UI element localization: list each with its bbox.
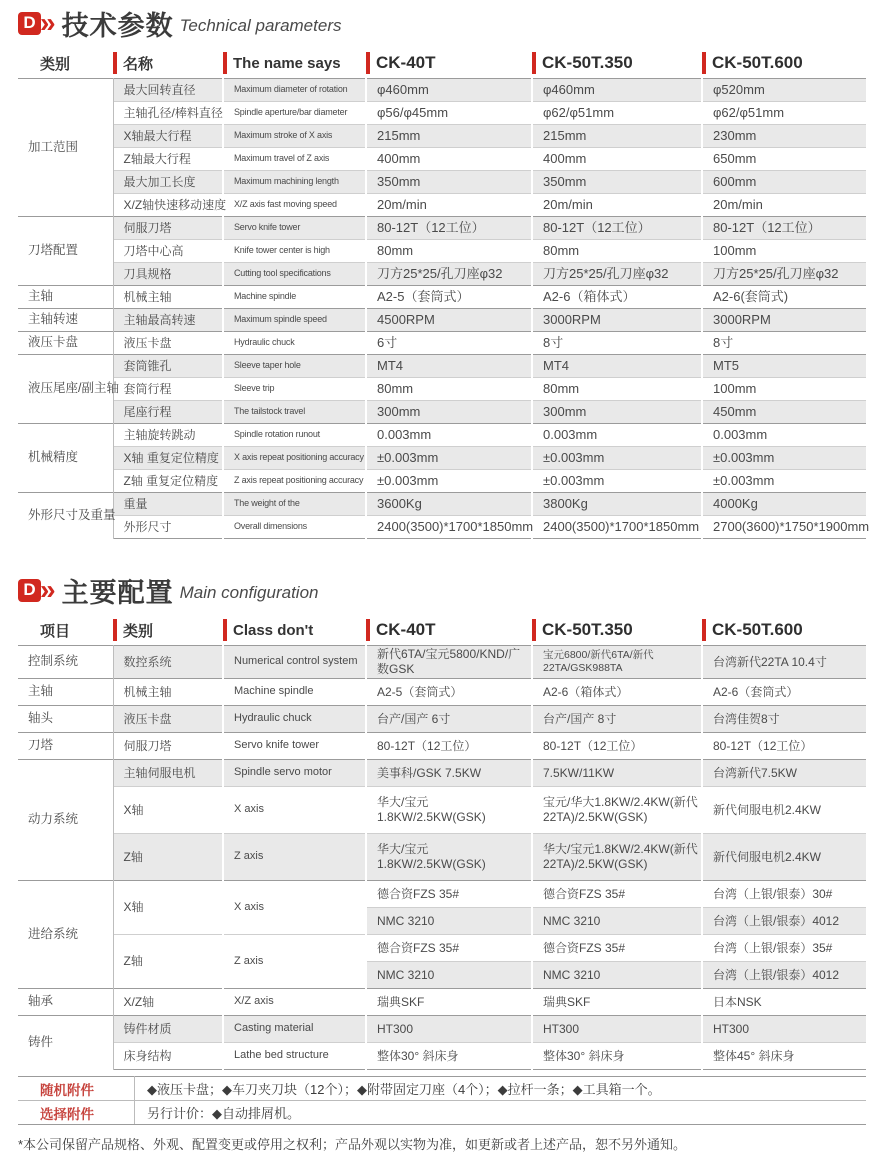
value-ck50t350: 20m/min [532,194,702,217]
value-ck50t600: 80-12T（12工位） [702,217,866,240]
value-ck40t: 刀方25*25/孔刀座φ32 [366,263,532,286]
value-ck50t350: MT4 [532,355,702,378]
value-ck40t: 350mm [366,171,532,194]
param-name-en: Maximum diameter of rotation [223,79,366,102]
param-name-en: X axis [223,881,366,935]
header-category: 类别 [40,55,71,73]
config-row [18,679,866,706]
value-ck40t: 400mm [366,148,532,171]
accessories-row [18,1101,866,1125]
value-ck50t350: φ460mm [532,79,702,102]
value-ck50t350: 刀方25*25/孔刀座φ32 [532,263,702,286]
value-ck50t600: 0.003mm [702,424,866,447]
category-cell: 加工范围 [18,79,113,217]
value-ck50t600: 新代伺服电机2.4KW [702,787,866,834]
param-name-en: Maximum spindle speed [223,309,366,332]
section1-title-en: Technical parameters [179,16,342,35]
value-ck50t600: 台湾（上银/银泰）4012 [702,962,866,989]
value-ck40t: 0.003mm [366,424,532,447]
value-ck50t600: A2-6(套筒式) [702,286,866,309]
value-ck40t: 2400(3500)*1700*1850mm [366,516,532,539]
header-model-ck50t600: CK-50T.600 [702,48,866,79]
value-ck40t: 华大/宝元1.8KW/2.5KW(GSK) [366,834,532,881]
value-ck50t350: 德合资FZS 35# [532,935,702,962]
brand-d-icon: D [18,579,41,602]
value-ck50t600: 450mm [702,401,866,424]
spec-row [18,447,866,470]
param-name-cn: 床身结构 [113,1043,223,1070]
value-ck50t350: A2-6（箱体式） [532,679,702,706]
config-row [18,646,866,679]
accessories-table [18,1076,866,1125]
footnote: *本公司保留产品规格、外观、配置变更或停用之权利；产品外观以实物为准，如更新或者上述产品，恕不另外通知。 [18,1137,687,1152]
value-ck50t600: 台湾新代7.5KW [702,760,866,787]
value-ck40t: 台产/国产 6寸 [366,706,532,733]
param-name-cn: 主轴最高转速 [113,309,223,332]
param-name-cn: X/Z轴 [113,989,223,1016]
value-ck40t: 美事科/GSK 7.5KW [366,760,532,787]
value-ck50t350: 350mm [532,171,702,194]
spec-row [18,470,866,493]
accessories-row [18,1077,866,1101]
param-name-cn: Z轴 [113,834,223,881]
param-name-en: Z axis repeat positioning accuracy [223,470,366,493]
brand-chevron-icon: » [40,7,54,38]
header-category-en: Class don't [223,615,366,646]
param-name-cn: 数控系统 [113,646,223,679]
value-ck50t350: 8寸 [532,332,702,355]
value-ck40t: 整体30° 斜床身 [366,1043,532,1070]
brand-icon [18,7,54,38]
param-name-cn: Z轴 重复定位精度 [113,470,223,493]
value-ck50t600: HT300 [702,1016,866,1043]
value-ck40t: 80-12T（12工位） [366,217,532,240]
spec-row [18,79,866,102]
param-name-cn: 尾座行程 [113,401,223,424]
config-row [18,1016,866,1043]
accessories-label: 选择附件 [18,1101,135,1125]
spec-row [18,194,866,217]
param-name-en: Servo knife tower [223,733,366,760]
value-ck50t350: 台产/国产 8寸 [532,706,702,733]
section2-title-cn: 主要配置 [61,577,174,608]
param-name-cn: X/Z轴快速移动速度 [113,194,223,217]
spec-row [18,102,866,125]
value-ck50t600: 20m/min [702,194,866,217]
section-title-technical-parameters [18,4,866,42]
param-name-en: Casting material [223,1016,366,1043]
value-ck50t350: φ62/φ51mm [532,102,702,125]
value-ck50t600: 台湾佳贺8寸 [702,706,866,733]
value-ck40t: HT300 [366,1016,532,1043]
param-name-en: Knife tower center is high [223,240,366,263]
section2-title-en: Main configuration [179,583,319,602]
value-ck50t350: NMC 3210 [532,962,702,989]
category-cell: 主轴转速 [18,309,113,332]
param-name-cn: Z轴最大行程 [113,148,223,171]
config-row [18,706,866,733]
value-ck40t: 80mm [366,378,532,401]
value-ck50t350: 2400(3500)*1700*1850mm [532,516,702,539]
header-model-ck50t350: CK-50T.350 [532,615,702,646]
header-model-ck40t: CK-40T [366,48,532,79]
value-ck50t350: 7.5KW/11KW [532,760,702,787]
value-ck50t600: 100mm [702,378,866,401]
value-ck40t: 瑞典SKF [366,989,532,1016]
accessories-text: 另行计价：◆自动排屑机。 [135,1101,867,1125]
category-cell: 动力系统 [18,760,113,881]
value-ck40t: ±0.003mm [366,447,532,470]
param-name-en: Sleeve taper hole [223,355,366,378]
spec-row [18,516,866,539]
param-name-cn: 机械主轴 [113,286,223,309]
config-row [18,935,866,962]
spec-row [18,309,866,332]
spec-row [18,148,866,171]
param-name-cn: 铸件材质 [113,1016,223,1043]
param-name-cn: 伺服刀塔 [113,733,223,760]
config-row [18,989,866,1016]
param-name-cn: 液压卡盘 [113,332,223,355]
value-ck40t: 300mm [366,401,532,424]
category-cell: 进给系统 [18,881,113,989]
value-ck50t350: A2-6（箱体式） [532,286,702,309]
brand-icon [18,574,54,605]
category-cell: 刀塔 [18,733,113,760]
value-ck50t350: 德合资FZS 35# [532,881,702,908]
config-row [18,881,866,908]
value-ck50t350: 80mm [532,378,702,401]
section1-title-cn: 技术参数 [61,10,174,41]
spec-row [18,240,866,263]
param-name-en: Overall dimensions [223,516,366,539]
param-name-en: Maximum machining length [223,171,366,194]
value-ck50t600: 新代伺服电机2.4KW [702,834,866,881]
value-ck40t: φ56/φ45mm [366,102,532,125]
value-ck50t350: 整体30° 斜床身 [532,1043,702,1070]
value-ck50t350: 瑞典SKF [532,989,702,1016]
value-ck50t600: MT5 [702,355,866,378]
brand-chevron-icon: » [40,574,54,605]
value-ck50t350: 215mm [532,125,702,148]
accessories-text: ◆液压卡盘；◆车刀夹刀块（12个）；◆附带固定刀座（4个）；◆拉杆一条；◆工具箱一个。 [135,1077,867,1101]
param-name-cn: 最大回转直径 [113,79,223,102]
value-ck40t: A2-5（套筒式） [366,679,532,706]
param-name-cn: 伺服刀塔 [113,217,223,240]
param-name-cn: Z轴 [113,935,223,989]
param-name-en: X/Z axis fast moving speed [223,194,366,217]
value-ck40t: 80mm [366,240,532,263]
value-ck50t600: φ62/φ51mm [702,102,866,125]
value-ck50t600: 台湾（上银/银泰）4012 [702,908,866,935]
param-name-en: The tailstock travel [223,401,366,424]
spec-row [18,401,866,424]
value-ck50t600: 台湾（上银/银泰）30# [702,881,866,908]
value-ck40t: 4500RPM [366,309,532,332]
category-cell: 外形尺寸及重量 [18,493,113,539]
param-name-en: Z axis [223,834,366,881]
value-ck40t: φ460mm [366,79,532,102]
param-name-cn: 重量 [113,493,223,516]
spec-row [18,125,866,148]
param-name-en: Machine spindle [223,286,366,309]
category-cell: 刀塔配置 [18,217,113,286]
param-name-cn: 主轴伺服电机 [113,760,223,787]
param-name-cn: 套筒行程 [113,378,223,401]
value-ck40t: 德合资FZS 35# [366,935,532,962]
table-header-row [18,48,866,79]
param-name-en: Machine spindle [223,679,366,706]
param-name-en: Spindle rotation runout [223,424,366,447]
category-cell: 铸件 [18,1016,113,1070]
spec-row [18,263,866,286]
value-ck50t600: ±0.003mm [702,470,866,493]
header-item: 项目 [40,622,71,640]
value-ck40t: 6寸 [366,332,532,355]
param-name-cn: 主轴旋转跳动 [113,424,223,447]
param-name-en: Spindle aperture/bar diameter [223,102,366,125]
category-cell: 控制系统 [18,646,113,679]
value-ck50t350: ±0.003mm [532,447,702,470]
value-ck40t: 215mm [366,125,532,148]
param-name-cn: 刀塔中心高 [113,240,223,263]
spec-row [18,332,866,355]
param-name-en: X axis repeat positioning accuracy [223,447,366,470]
value-ck40t: 20m/min [366,194,532,217]
category-cell: 轴头 [18,706,113,733]
param-name-en: Cutting tool specifications [223,263,366,286]
param-name-cn: 套筒锥孔 [113,355,223,378]
section-title-main-configuration [18,571,866,609]
category-cell: 机械精度 [18,424,113,493]
value-ck40t: 3600Kg [366,493,532,516]
category-cell: 主轴 [18,286,113,309]
value-ck50t350: 华大/宝元1.8KW/2.4KW(新代22TA)/2.5KW(GSK) [532,834,702,881]
value-ck50t350: 300mm [532,401,702,424]
value-ck50t350: 宝元6800/新代6TA/新代22TA/GSK988TA [532,646,702,679]
header-name: 名称 [113,48,223,79]
value-ck40t: 80-12T（12工位） [366,733,532,760]
param-name-en: Numerical control system [223,646,366,679]
value-ck50t600: 4000Kg [702,493,866,516]
value-ck50t350: 3800Kg [532,493,702,516]
value-ck40t: NMC 3210 [366,908,532,935]
spec-row [18,355,866,378]
category-cell: 液压卡盘 [18,332,113,355]
category-cell: 轴承 [18,989,113,1016]
value-ck50t350: 宝元/华大1.8KW/2.4KW(新代22TA)/2.5KW(GSK) [532,787,702,834]
value-ck50t350: 400mm [532,148,702,171]
value-ck50t350: 0.003mm [532,424,702,447]
param-name-en: Spindle servo motor [223,760,366,787]
value-ck50t600: 刀方25*25/孔刀座φ32 [702,263,866,286]
config-row [18,760,866,787]
value-ck50t350: NMC 3210 [532,908,702,935]
param-name-en: Sleeve trip [223,378,366,401]
header-name-en: The name says [223,48,366,79]
header-category: 类别 [113,615,223,646]
value-ck50t600: ±0.003mm [702,447,866,470]
value-ck50t350: 80-12T（12工位） [532,217,702,240]
param-name-cn: 最大加工长度 [113,171,223,194]
param-name-cn: X轴 重复定位精度 [113,447,223,470]
param-name-en: Z axis [223,935,366,989]
value-ck50t600: 台湾新代22TA 10.4寸 [702,646,866,679]
value-ck50t600: 650mm [702,148,866,171]
value-ck50t350: 3000RPM [532,309,702,332]
value-ck50t600: 600mm [702,171,866,194]
param-name-en: Hydraulic chuck [223,706,366,733]
value-ck40t: ±0.003mm [366,470,532,493]
param-name-en: Maximum travel of Z axis [223,148,366,171]
technical-parameters-table [18,48,870,539]
param-name-cn: 刀具规格 [113,263,223,286]
value-ck40t: 德合资FZS 35# [366,881,532,908]
main-configuration-table [18,615,866,1070]
param-name-en: X axis [223,787,366,834]
value-ck50t600: φ520mm [702,79,866,102]
table-header-row [18,615,866,646]
config-row [18,1043,866,1070]
config-row [18,834,866,881]
param-name-en: Maximum stroke of X axis [223,125,366,148]
value-ck40t: NMC 3210 [366,962,532,989]
param-name-en: The weight of the [223,493,366,516]
header-model-ck50t600: CK-50T.600 [702,615,866,646]
category-cell: 液压尾座/副主轴 [18,355,113,424]
value-ck50t600: 整体45° 斜床身 [702,1043,866,1070]
param-name-cn: 外形尺寸 [113,516,223,539]
param-name-cn: 液压卡盘 [113,706,223,733]
param-name-cn: X轴 [113,787,223,834]
config-row [18,787,866,834]
spec-row [18,424,866,447]
value-ck50t600: 3000RPM [702,309,866,332]
spec-row [18,217,866,240]
spec-row [18,378,866,401]
value-ck50t600: 台湾（上银/银泰）35# [702,935,866,962]
value-ck40t: A2-5（套筒式） [366,286,532,309]
value-ck40t: MT4 [366,355,532,378]
param-name-cn: 主轴孔径/棒料直径 [113,102,223,125]
value-ck50t600: 230mm [702,125,866,148]
param-name-en: Hydraulic chuck [223,332,366,355]
value-ck40t: 华大/宝元1.8KW/2.5KW(GSK) [366,787,532,834]
param-name-cn: X轴 [113,881,223,935]
category-cell: 主轴 [18,679,113,706]
spec-row [18,493,866,516]
brand-d-icon: D [18,12,41,35]
value-ck50t600: 日本NSK [702,989,866,1016]
value-ck50t350: 80mm [532,240,702,263]
value-ck50t600: 2700(3600)*1750*1900mm [702,516,866,539]
value-ck50t350: HT300 [532,1016,702,1043]
value-ck50t600: A2-6（套筒式） [702,679,866,706]
param-name-en: Lathe bed structure [223,1043,366,1070]
value-ck50t350: 80-12T（12工位） [532,733,702,760]
value-ck50t600: 80-12T（12工位） [702,733,866,760]
param-name-cn: X轴最大行程 [113,125,223,148]
value-ck50t600: 100mm [702,240,866,263]
spec-row [18,286,866,309]
value-ck50t350: ±0.003mm [532,470,702,493]
header-model-ck50t350: CK-50T.350 [532,48,702,79]
header-model-ck40t: CK-40T [366,615,532,646]
accessories-label: 随机附件 [18,1077,135,1101]
param-name-en: Servo knife tower [223,217,366,240]
config-row [18,733,866,760]
value-ck50t600: 8寸 [702,332,866,355]
value-ck40t: 新代6TA/宝元5800/KND/广数GSK [366,646,532,679]
spec-row [18,171,866,194]
param-name-cn: 机械主轴 [113,679,223,706]
param-name-en: X/Z axis [223,989,366,1016]
